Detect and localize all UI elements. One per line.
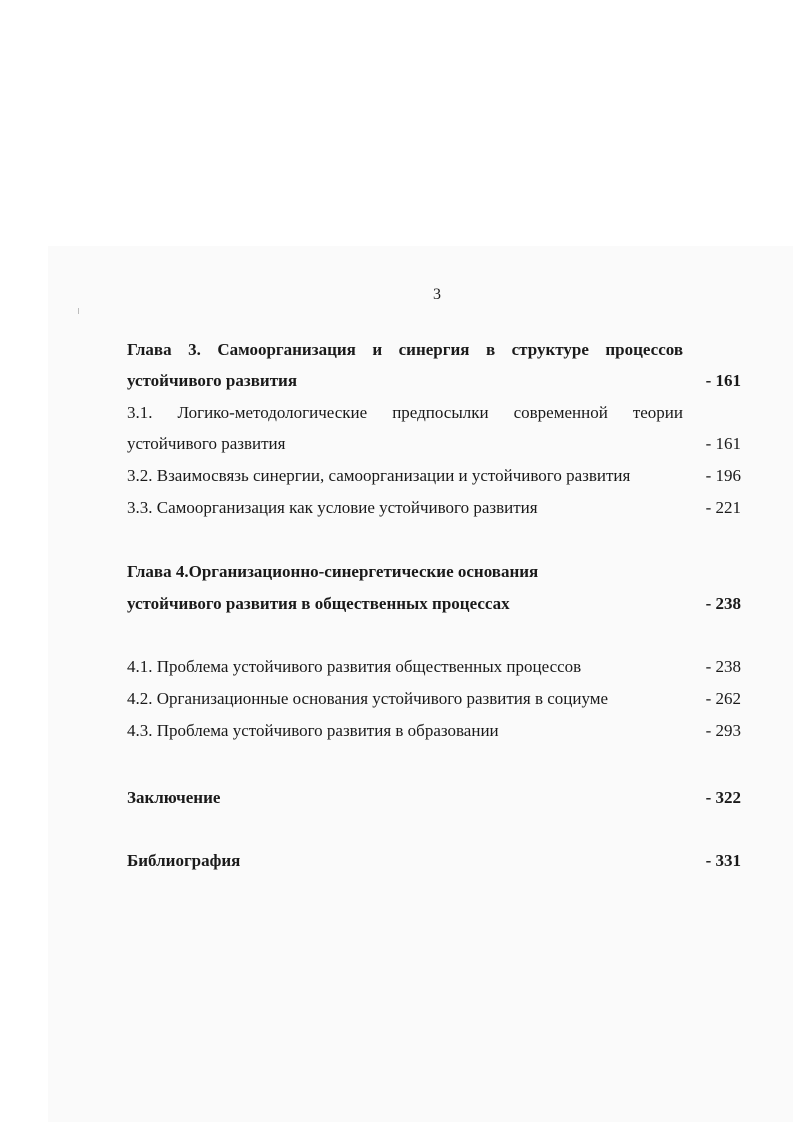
section-3-2 bbox=[127, 464, 741, 488]
section-4-1-title: 4.1. Проблема устойчивого развития общественных процессов bbox=[127, 657, 582, 676]
scan-artifact-mark bbox=[78, 308, 79, 314]
chapter4-title bbox=[127, 560, 741, 584]
section-3-1-title: 3.1. Логико-методологические предпосылки современной теории bbox=[127, 403, 683, 422]
bibliography-title: Библиография bbox=[127, 851, 241, 870]
chapter3-title: Глава 3. Самоорганизация и синергия в структуре процессов bbox=[127, 340, 683, 359]
section-3-1 bbox=[127, 432, 741, 456]
section-4-2-title: 4.2. Организационные основания устойчивого развития в социуме bbox=[127, 689, 609, 708]
conclusion-title: Заключение bbox=[127, 788, 221, 807]
chapter4-title-line2: устойчивого развития в общественных процессах bbox=[127, 594, 510, 613]
section-4-3 bbox=[127, 719, 741, 743]
conclusion-page: - 322 bbox=[705, 788, 741, 807]
chapter4-page: - 238 bbox=[705, 594, 741, 613]
section-4-1 bbox=[127, 655, 741, 679]
section-3-3-title: 3.3. Самоорганизация как условие устойчивого развития bbox=[127, 498, 538, 517]
chapter3-page: - 161 bbox=[705, 371, 741, 390]
section-3-1-page: - 161 bbox=[705, 434, 741, 453]
bibliography-page: - 331 bbox=[705, 851, 741, 870]
section-4-1-page: - 238 bbox=[705, 657, 741, 676]
chapter4-title-line1: Глава 4.Организационно-синергетические основания bbox=[127, 562, 539, 581]
section-3-3-page: - 221 bbox=[705, 498, 741, 517]
section-4-3-title: 4.3. Проблема устойчивого развития в образовании bbox=[127, 721, 499, 740]
bibliography-entry bbox=[127, 849, 741, 873]
section-4-2 bbox=[127, 687, 741, 711]
chapter3-title-cont bbox=[127, 369, 741, 393]
page-number: 3 bbox=[433, 286, 441, 303]
section-3-3 bbox=[127, 496, 741, 520]
section-4-3-page: - 293 bbox=[705, 721, 741, 740]
section-3-1-title-cont: устойчивого развития bbox=[127, 434, 286, 453]
section-3-2-title: 3.2. Взаимосвязь синергии, самоорганизации и устойчивого развития bbox=[127, 466, 631, 485]
section-4-2-page: - 262 bbox=[705, 689, 741, 708]
chapter4-title-cont bbox=[127, 592, 741, 616]
conclusion-entry bbox=[127, 786, 741, 810]
section-3-2-page: - 196 bbox=[705, 466, 741, 485]
chapter3-title-line2: устойчивого развития bbox=[127, 371, 298, 390]
